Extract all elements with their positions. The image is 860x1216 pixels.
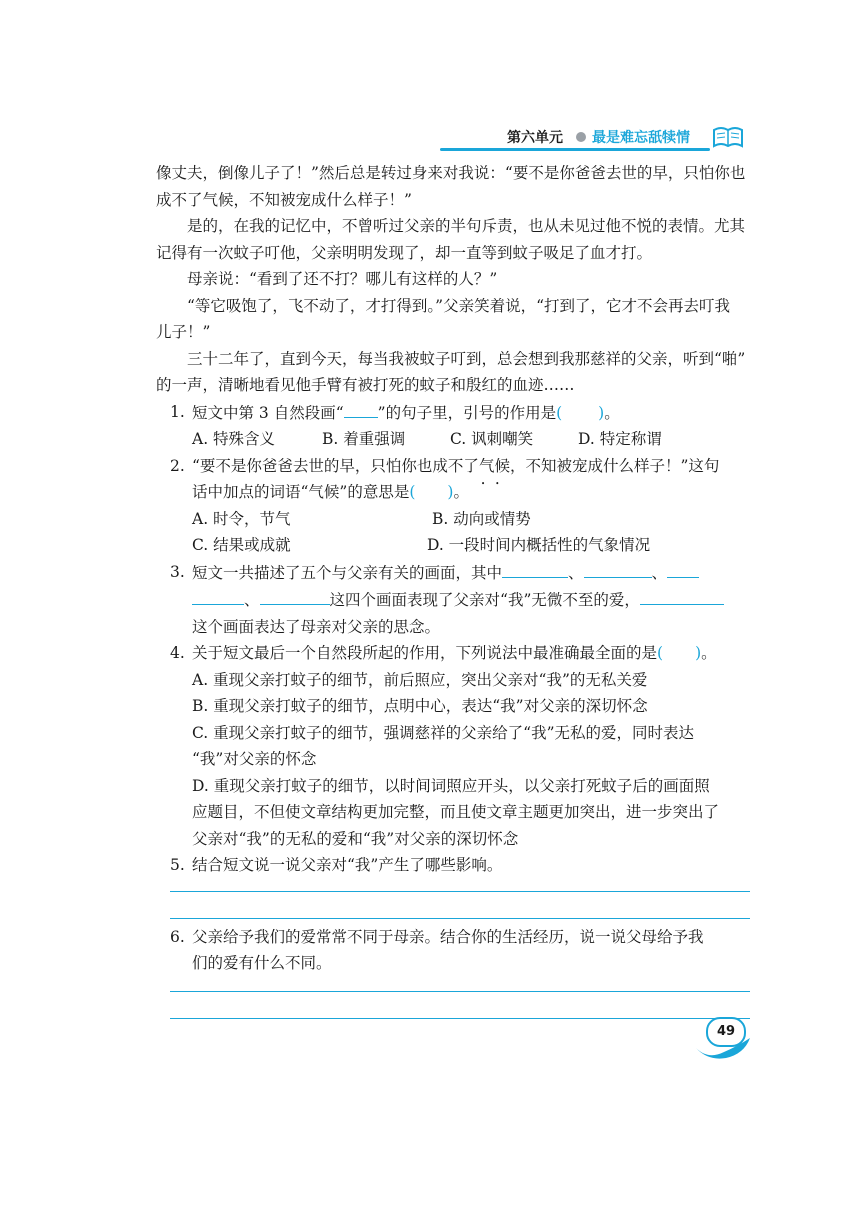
unit-theme: 最是难忘舐犊情 — [592, 130, 690, 146]
question-text: 这四个画面表现了父亲对“我”无微不至的爱， — [329, 591, 640, 609]
header-dot-icon — [576, 132, 586, 142]
unit-label: 第六单元 — [507, 130, 563, 146]
paren-open: ( — [409, 483, 416, 501]
question-4 — [170, 640, 750, 667]
dotted-word: 气候 • • — [479, 457, 510, 475]
question-end: 。 — [453, 483, 469, 501]
question-text: ”的句子里，引号的作用是 — [377, 403, 557, 422]
option-c[interactable]: C. 重现父亲打蚊子的细节，强调慈祥的父亲给了“我”无私的爱，同时表达 — [192, 723, 695, 742]
option-b[interactable]: B. 动向或情势 — [432, 509, 531, 528]
question-number: 2. — [170, 456, 185, 475]
separator: 、 — [651, 563, 668, 582]
option-b[interactable]: B. 着重强调 — [322, 430, 406, 448]
page-number: 49 — [706, 1017, 746, 1047]
paren-open: ( — [657, 644, 664, 662]
option-d-cont: 应题目，不但使文章结构更加完整，而且使文章主题更加突出，进一步突出了 — [192, 803, 720, 821]
question-1 — [170, 399, 750, 427]
question-text: 结合短文说一说父亲对“我”产生了哪些影响。 — [192, 856, 503, 874]
paren-close: ) — [695, 644, 702, 662]
question-2-cont — [170, 479, 750, 506]
question-3 — [170, 559, 750, 587]
page-header — [500, 122, 750, 152]
option-c[interactable]: C. 讽刺嘲笑 — [450, 430, 534, 448]
question-6-cont — [170, 950, 750, 977]
question-end: 。 — [701, 644, 717, 662]
paren-open: ( — [556, 403, 563, 422]
paren-close: ) — [598, 403, 605, 422]
question-5 — [170, 852, 750, 879]
question-number: 4. — [170, 644, 185, 662]
header-rule — [440, 148, 710, 151]
answer-line[interactable] — [170, 1018, 750, 1019]
question-3-cont2 — [170, 614, 750, 641]
separator: 、 — [244, 591, 260, 609]
passage-line: 像丈夫，倒像儿子了！”然后总是转过身来对我说：“要不是你爸爸去世的早，只怕你也 — [156, 164, 746, 182]
question-text: 关于短文最后一个自然段所起的作用，下列说法中最准确最全面的是 — [192, 644, 658, 662]
passage-line: 成不了气候，不知被宠成什么样子！” — [156, 190, 412, 209]
option-d[interactable]: D. 重现父亲打蚊子的细节，以时间词照应开头，以父亲打死蚊子后的画面照 — [192, 776, 710, 795]
answer-blank[interactable] — [260, 586, 330, 605]
answer-blank[interactable] — [667, 559, 699, 578]
option-c-cont: “我”对父亲的怀念 — [192, 750, 317, 768]
question-text: ，不知被宠成什么样子！”这句 — [509, 456, 720, 475]
book-icon — [712, 124, 744, 150]
question-text: 话中加点的词语“气候”的意思是 — [192, 483, 410, 501]
question-number: 5. — [170, 856, 185, 874]
options-q1 — [170, 426, 750, 453]
passage-line: 记得有一次蚊子叮他，父亲明明发现了，却一直等到蚊子吸足了血才打。 — [156, 243, 653, 262]
question-6 — [170, 924, 750, 951]
question-text: 父亲给予我们的爱常常不同于母亲。结合你的生活经历，说一说父母给予我 — [192, 927, 704, 946]
answer-blank[interactable] — [584, 559, 652, 578]
answer-blank[interactable] — [640, 586, 724, 605]
answer-line[interactable] — [170, 991, 750, 992]
option-d-cont: 父亲对“我”的无私的爱和“我”对父亲的深切怀念 — [192, 829, 519, 848]
options-q2-row2 — [170, 532, 750, 559]
passage-line: 三十二年了，直到今天，每当我被蚊子叮到，总会想到我那慈祥的父亲，听到“啪” — [187, 349, 746, 368]
answer-blank[interactable] — [192, 586, 244, 605]
answer-blank[interactable] — [502, 559, 568, 578]
question-text: 短文中第 3 自然段画“ — [192, 403, 344, 422]
passage-line: “等它吸饱了，飞不动了，才打得到。”父亲笑着说，“打到了，它才不会再去叮我 — [187, 296, 731, 315]
passage-line: 儿子！” — [156, 323, 211, 341]
option-a[interactable]: A. 时令，节气 — [192, 509, 291, 528]
passage-line: 的一声，清晰地看见他手臂有被打死的蚊子和殷红的血迹…… — [156, 376, 575, 394]
option-a[interactable]: A. 重现父亲打蚊子的细节，前后照应，突出父亲对“我”的无私关爱 — [192, 670, 648, 689]
option-c[interactable]: C. 结果或成就 — [192, 536, 291, 554]
separator: 、 — [568, 563, 584, 582]
question-number: 3. — [170, 562, 185, 581]
answer-line[interactable] — [170, 891, 750, 892]
question-end: 。 — [604, 403, 620, 422]
answer-blank[interactable] — [344, 399, 378, 418]
question-number: 6. — [170, 927, 185, 946]
passage-line: 是的，在我的记忆中，不曾听过父亲的半句斥责，也从未见过他不悦的表情。尤其 — [187, 217, 746, 235]
options-q2-row1 — [170, 506, 750, 533]
question-text: 们的爱有什么不同。 — [192, 954, 332, 972]
option-d[interactable]: D. 特定称谓 — [578, 430, 662, 448]
paren-close: ) — [447, 483, 454, 501]
passage-line: 母亲说：“看到了还不打？哪儿有这样的人？” — [187, 270, 498, 288]
page-number-badge — [694, 1014, 752, 1060]
option-a[interactable]: A. 特殊含义 — [192, 430, 276, 448]
question-3-cont — [170, 586, 750, 614]
question-number: 1. — [170, 402, 185, 421]
page-content — [156, 160, 750, 1019]
question-text: “要不是你爸爸去世的早，只怕你也成不了 — [192, 456, 479, 475]
answer-line[interactable] — [170, 918, 750, 919]
option-d[interactable]: D. 一段时间内概括性的气象情况 — [426, 536, 651, 554]
question-text: 这个画面表达了母亲对父亲的思念。 — [192, 617, 441, 636]
question-text: 短文一共描述了五个与父亲有关的画面，其中 — [192, 563, 503, 582]
option-b[interactable]: B. 重现父亲打蚊子的细节，点明中心，表达“我”对父亲的深切怀念 — [192, 697, 648, 715]
question-2 — [170, 453, 750, 480]
